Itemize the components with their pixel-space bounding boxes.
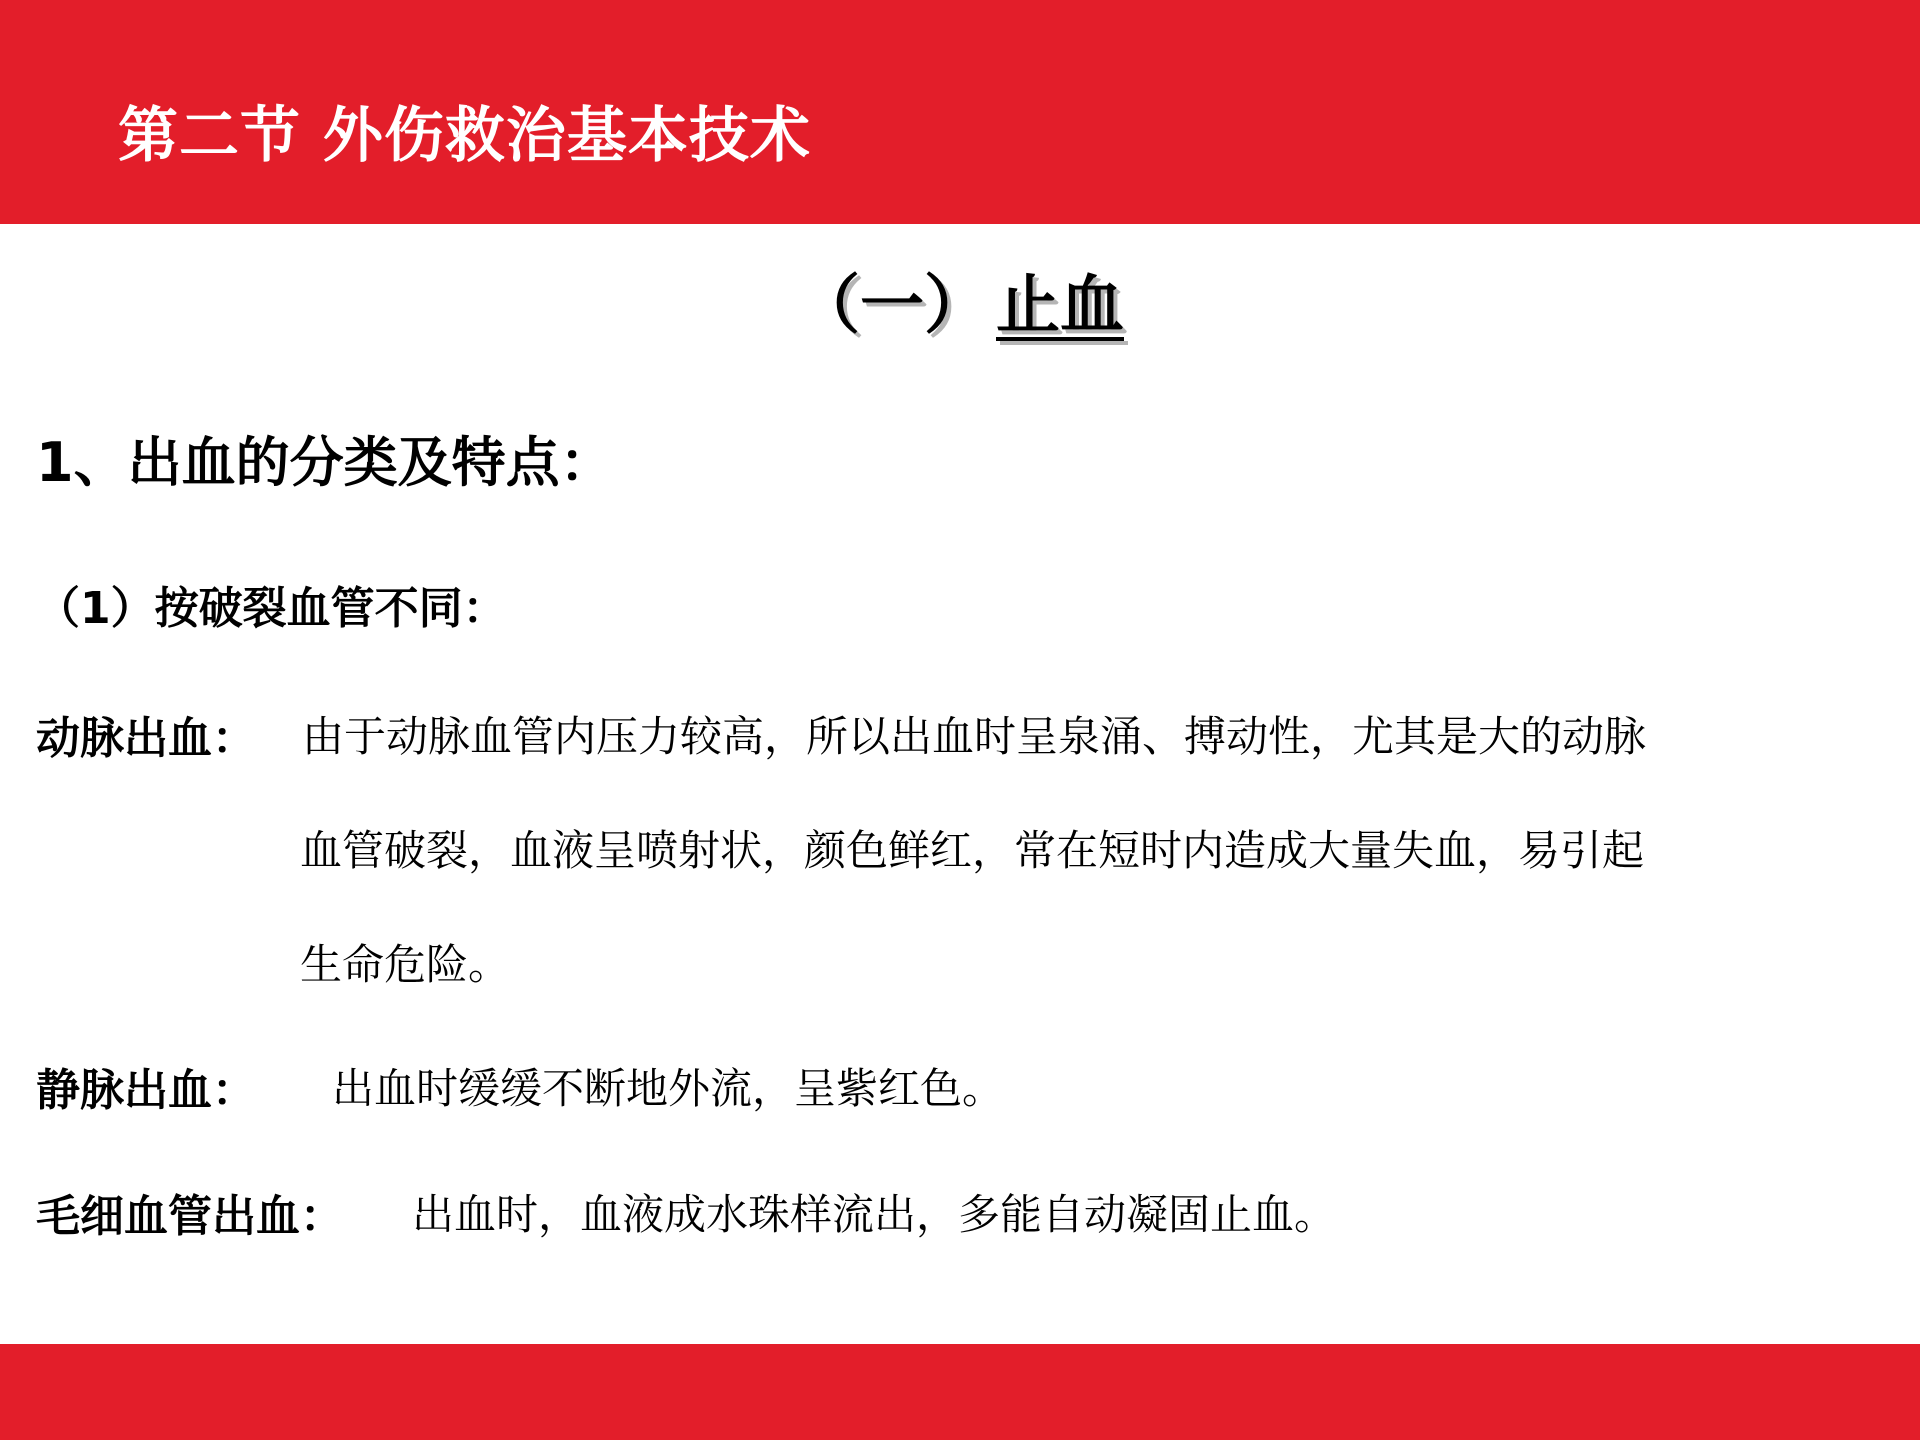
capillary-bleeding-label: 毛细血管出血： <box>36 1191 344 1242</box>
arterial-bleeding-line-3: 生命危险。 <box>300 940 511 989</box>
slide-title: 第二节 外伤救治基本技术 <box>118 101 811 171</box>
arterial-bleeding-label: 动脉出血： <box>36 713 256 764</box>
footer-band <box>0 1344 1920 1440</box>
section-topic: 止血 <box>996 269 1124 343</box>
arterial-bleeding-line-2: 血管破裂，血液呈喷射状，颜色鲜红，常在短时内造成大量失血，易引起 <box>300 826 1645 875</box>
section-title <box>0 254 1920 346</box>
section-number: （一） <box>796 269 988 343</box>
arterial-bleeding-line-1: 由于动脉血管内压力较高，所以出血时呈泉涌、搏动性，尤其是大的动脉 <box>302 712 1647 761</box>
subsection-heading: 1、出血的分类及特点： <box>36 431 614 494</box>
venous-bleeding-label: 静脉出血： <box>36 1065 256 1116</box>
classification-heading: （1）按破裂血管不同： <box>36 583 507 634</box>
venous-bleeding-text: 出血时缓缓不断地外流，呈紫红色。 <box>332 1064 1005 1113</box>
capillary-bleeding-text: 出血时，血液成水珠样流出，多能自动凝固止血。 <box>412 1190 1337 1239</box>
